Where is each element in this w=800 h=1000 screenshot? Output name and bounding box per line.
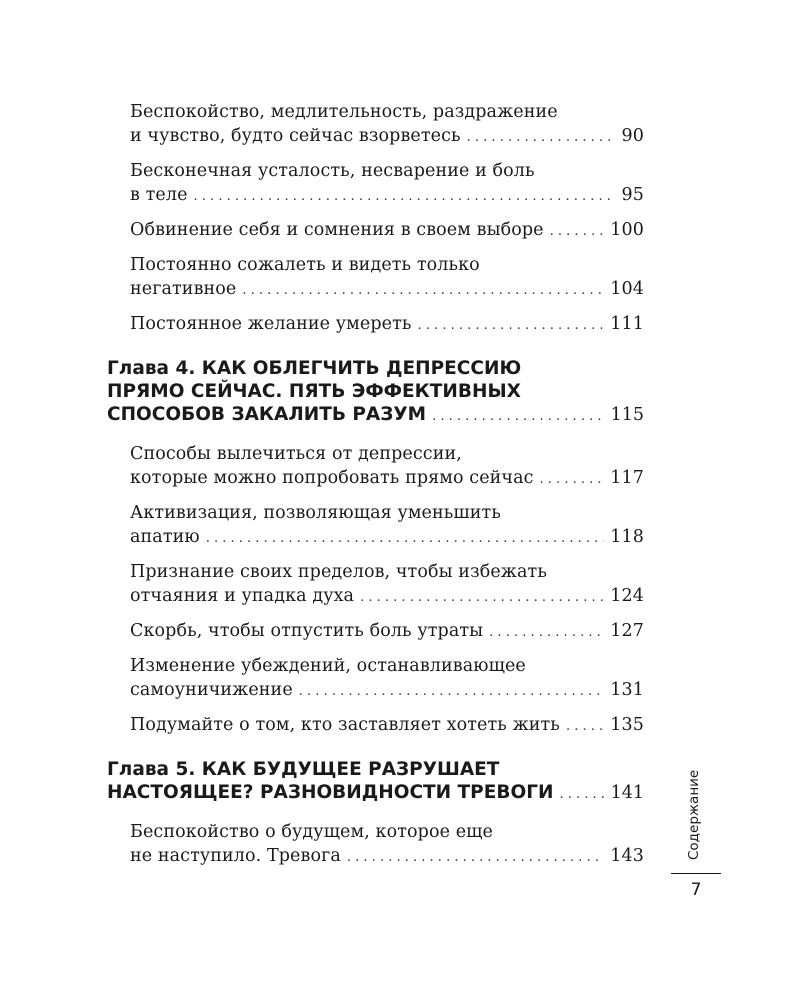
toc-entry-title-line: Глава 4. КАК ОБЛЕГЧИТЬ ДЕПРЕССИЮ	[107, 358, 522, 379]
toc-entry-title-line: которые можно попробовать прямо сейчас	[130, 468, 534, 488]
toc-entry-title-line: в теле	[130, 185, 188, 205]
toc-section-entry[interactable]	[130, 442, 644, 492]
toc-page-number: 100	[610, 220, 644, 240]
toc-section-entry[interactable]	[130, 560, 644, 610]
dot-leader	[206, 527, 605, 551]
table-of-contents	[107, 100, 644, 879]
toc-entry-title-line: Признание своих пределов, чтобы избежать	[130, 562, 547, 582]
toc-entry-title-line: Обвинение себя и сомнения в своем выборе	[130, 220, 544, 240]
dot-leader	[360, 586, 604, 610]
toc-chapter-entry[interactable]	[107, 357, 644, 428]
toc-entry-title-line: Беспокойство о будущем, которое еще	[130, 822, 493, 842]
toc-page-number: 141	[610, 783, 644, 803]
dot-leader	[540, 468, 605, 492]
toc-entry-title-line: НАСТОЯЩЕЕ? РАЗНОВИДНОСТИ ТРЕВОГИ	[107, 782, 554, 803]
toc-section-entry[interactable]	[130, 820, 644, 870]
toc-entry-title-line: Способы вылечиться от депрессии,	[130, 444, 462, 464]
page-number: 7	[690, 880, 702, 900]
toc-section-entry[interactable]	[130, 654, 644, 704]
dot-leader	[550, 220, 605, 244]
toc-page-number: 143	[610, 846, 644, 866]
toc-entry-title-line: негативное	[130, 279, 237, 299]
toc-section-entry[interactable]	[130, 159, 644, 209]
toc-section-entry[interactable]	[130, 100, 644, 150]
toc-section-entry[interactable]	[130, 501, 644, 551]
toc-entry-title-line: Подумайте о том, кто заставляет хотеть жить	[130, 715, 560, 735]
toc-entry-title-line: Постоянно сожалеть и видеть только	[130, 255, 480, 275]
toc-page-number: 95	[621, 185, 644, 205]
toc-entry-title-line: Активизация, позволяющая уменьшить	[130, 503, 501, 523]
toc-section-entry[interactable]	[130, 218, 644, 244]
toc-page-number: 115	[610, 405, 644, 425]
toc-entry-title-line: Глава 5. КАК БУДУЩЕЕ РАЗРУШАЕТ	[107, 759, 500, 780]
toc-entry-title-line: не наступило. Тревога	[130, 846, 341, 866]
toc-section-entry[interactable]	[130, 253, 644, 303]
toc-entry-title-line: Скорбь, чтобы отпустить боль утраты	[130, 621, 484, 641]
dot-leader	[242, 279, 604, 303]
toc-entry-title-line: Бесконечная усталость, несварение и боль	[130, 161, 535, 181]
dot-leader	[559, 783, 604, 806]
toc-entry-title-line: ПРЯМО СЕЙЧАС. ПЯТЬ ЭФФЕКТИВНЫХ	[107, 381, 521, 402]
toc-section-entry[interactable]	[130, 312, 644, 338]
toc-page-number: 90	[621, 126, 644, 146]
toc-page-number: 127	[610, 621, 644, 641]
toc-page-number: 117	[610, 468, 644, 488]
toc-entry-title-line: Постоянное желание умереть	[130, 314, 412, 334]
dot-leader	[299, 680, 605, 704]
running-head-label: Содержание	[686, 769, 702, 860]
dot-leader	[347, 846, 604, 870]
toc-entry-title-line: апатию	[130, 527, 200, 547]
toc-entry-title-line: СПОСОБОВ ЗАКАЛИТЬ РАЗУМ	[107, 404, 427, 425]
dot-leader	[489, 621, 604, 645]
toc-page-number: 111	[610, 314, 644, 334]
toc-entry-title-line: отчаяния и упадка духа	[130, 586, 355, 606]
toc-entry-title-line: Беспокойство, медлительность, раздражение	[130, 102, 558, 122]
toc-section-entry[interactable]	[130, 713, 644, 739]
toc-entry-title-line: и чувство, будто сейчас взорветесь	[130, 126, 461, 146]
dot-leader	[194, 185, 616, 209]
dot-leader	[418, 314, 605, 338]
dot-leader	[566, 715, 604, 739]
toc-page-number: 124	[610, 586, 644, 606]
page-number-rule	[671, 873, 721, 874]
toc-entry-title-line: Изменение убеждений, останавливающее	[130, 656, 526, 676]
toc-page-number: 118	[610, 527, 644, 547]
toc-page-number: 135	[610, 715, 644, 735]
toc-entry-title-line: самоуничижение	[130, 680, 293, 700]
dot-leader	[467, 126, 616, 150]
toc-chapter-entry[interactable]	[107, 758, 644, 806]
toc-page-number: 104	[610, 279, 644, 299]
dot-leader	[432, 405, 605, 428]
toc-page-number: 131	[610, 680, 644, 700]
toc-section-entry[interactable]	[130, 619, 644, 645]
